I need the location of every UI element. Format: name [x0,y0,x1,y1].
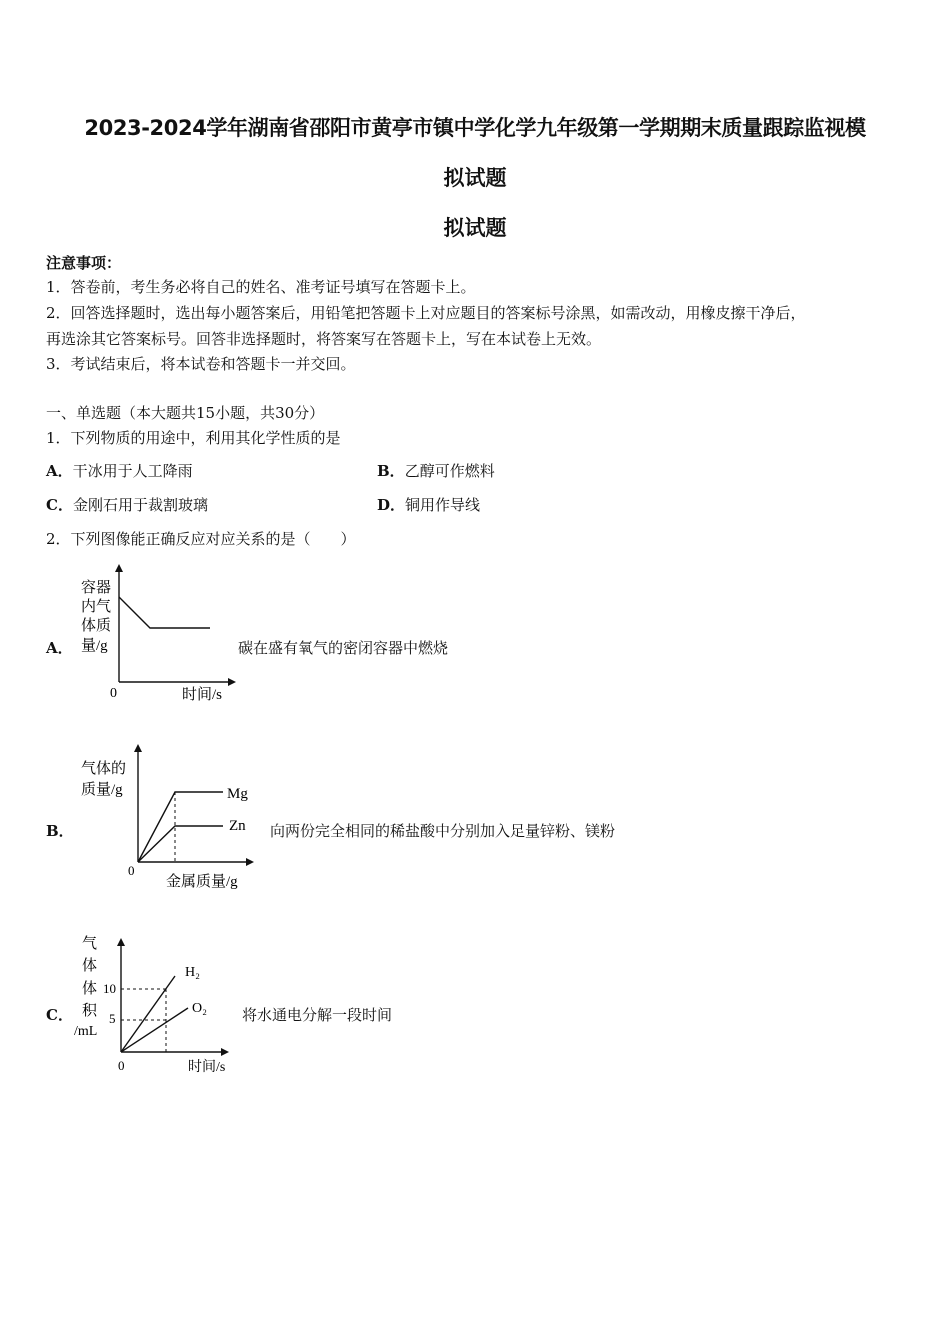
section-heading: 一、单选题（本大题共15小题，共30分） [46,404,325,422]
chart-c-ytick-5: 5 [109,1011,116,1026]
chart-b-legend-zn: Zn [229,818,246,834]
notice-item-3: 3．考试结束后，将本试卷和答题卡一并交回。 [46,355,356,373]
chart-a-x-arrow [228,678,236,686]
chart-c-origin: 0 [118,1058,125,1073]
chart-b-ylabel-1: 气体的 [81,761,127,777]
chart-b-series-zn [138,826,223,862]
q1-option-c-label: C． [46,496,73,514]
notice-heading: 注意事项： [46,254,122,272]
q1-option-a [46,460,193,481]
q2-option-c-desc: 将水通电分解一段时间 [242,1006,393,1024]
chart-c-svg [70,930,240,1080]
chart-c-y-arrow [117,938,125,946]
chart-c-series-h2 [121,976,175,1052]
chart-a-ylabel-1: 容器 [81,580,112,596]
chart-b-y-arrow [134,744,142,752]
chart-b-ylabel-2: 质量/g [81,782,123,798]
q1-option-d-label: D． [377,496,406,514]
doc-title-line3: 拟试题 [443,216,507,240]
chart-a-series-line [119,597,210,628]
q1-option-b-text: 乙醇可作燃料 [404,462,495,480]
chart-a-svg [70,562,240,707]
chart-c-ylabel-1: 气 [82,936,98,952]
chart-a-origin: 0 [110,686,117,701]
q2-option-a-desc: 碳在盛有氧气的密闭容器中燃烧 [238,639,449,657]
chart-a-ylabel-3: 体质 [81,618,112,634]
chart-a [70,562,240,711]
chart-c-legend-o2: O₂ [192,1001,207,1016]
chart-a-xlabel: 时间/s [182,687,223,703]
q1-option-c [46,494,208,515]
chart-b-xlabel: 金属质量/g [166,874,238,890]
chart-b-svg [78,740,258,895]
q2-option-b-desc: 向两份完全相同的稀盐酸中分别加入足量锌粉、镁粉 [270,822,616,840]
chart-b-x-arrow [246,858,254,866]
q1-option-d [377,494,480,515]
doc-title-line1: 2023-2024学年湖南省邵阳市黄亭市镇中学化学九年级第一学期期末质量跟踪监视模 [84,116,866,140]
q2-stem: 2．下列图像能正确反应对应关系的是（ ） [46,530,356,548]
chart-c-ylabel-5: /mL [74,1024,98,1039]
chart-b-series-mg [138,792,223,862]
q1-option-a-text: 干冰用于人工降雨 [72,462,193,480]
q2-option-c-label: C． [46,1006,73,1024]
doc-title-line2: 拟试题 [443,166,507,190]
q2-option-b-label: B． [46,822,74,840]
chart-c [70,930,240,1084]
q2-option-a-label: A． [46,639,73,657]
q1-option-d-text: 铜用作导线 [405,496,481,514]
q1-stem: 1．下列物质的用途中，利用其化学性质的是 [46,429,341,447]
q1-option-b-label: B． [377,462,405,480]
notice-item-2: 2．回答选择题时，选出每小题答案后，用铅笔把答题卡上对应题目的答案标号涂黑，如需改动，用橡皮擦干净后， [46,304,806,322]
chart-c-ylabel-4: 积 [82,1003,98,1019]
chart-b [78,740,258,899]
chart-a-y-arrow [115,564,123,572]
chart-c-series-o2 [121,1008,188,1052]
chart-a-ylabel-2: 内气 [81,599,112,615]
notice-item-1: 1．答卷前，考生务必将自己的姓名、准考证号填写在答题卡上。 [46,278,476,296]
chart-a-ylabel-4: 量/g [81,638,108,654]
notice-item-2-cont: 再选涂其它答案标号。回答非选择题时，将答案写在答题卡上，写在本试卷上无效。 [46,330,602,348]
q1-option-c-text: 金刚石用于裁割玻璃 [72,496,208,514]
chart-c-ylabel-2: 体 [82,958,98,974]
chart-c-x-arrow [221,1048,229,1056]
q1-option-b [377,460,495,481]
chart-c-xlabel: 时间/s [188,1060,226,1075]
chart-b-legend-mg: Mg [227,786,248,802]
chart-c-legend-h2: H₂ [185,965,200,980]
chart-c-ytick-10: 10 [103,981,116,996]
chart-b-origin: 0 [128,863,135,878]
chart-c-ylabel-3: 体 [82,981,98,997]
q1-option-a-label: A． [46,462,73,480]
